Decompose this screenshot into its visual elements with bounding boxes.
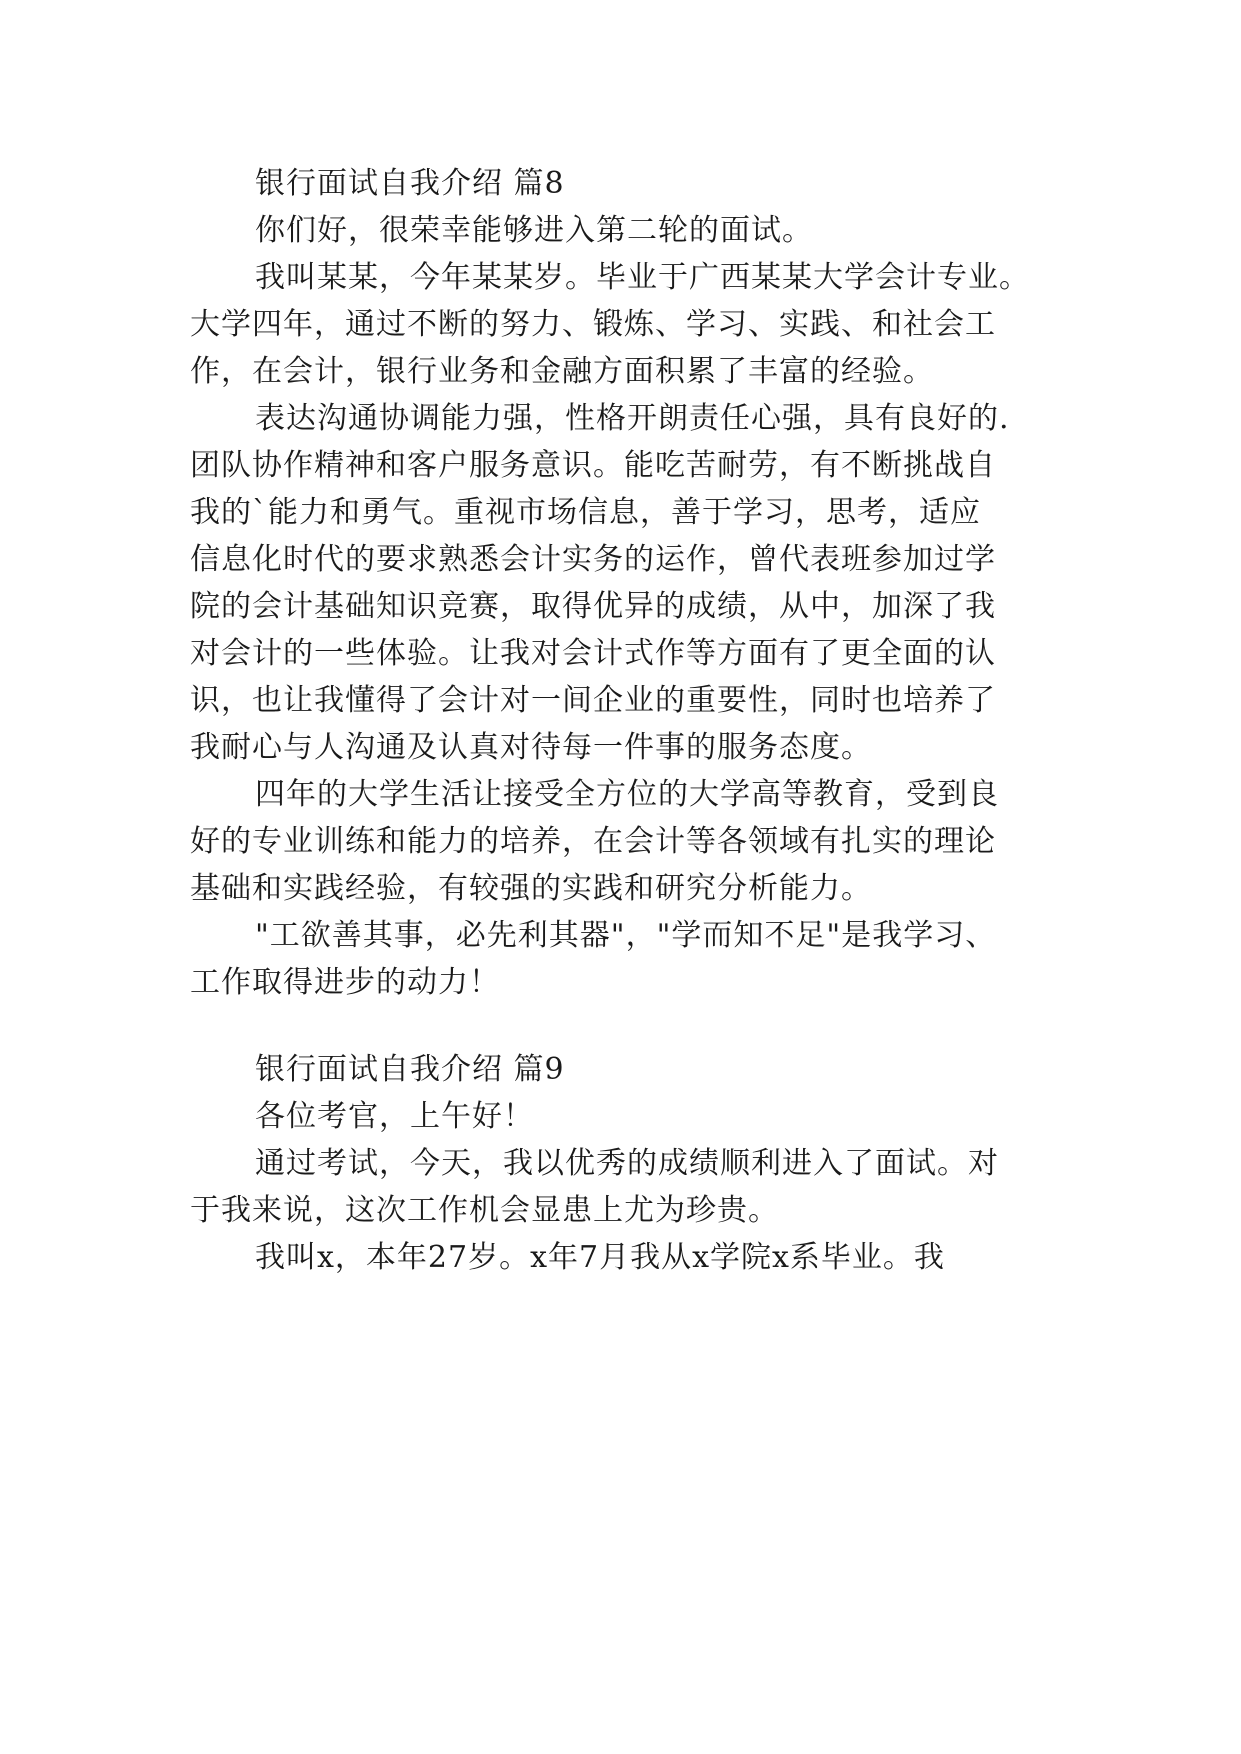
paragraph-line: 表达沟通协调能力强，性格开朗责任心强，具有良好的. xyxy=(255,401,1010,436)
paragraph-line: 信息化时代的要求熟悉会计实务的运作，曾代表班参加过学 xyxy=(190,542,996,577)
section-spacer xyxy=(190,1006,1070,1046)
paragraph-line: 团队协作精神和客户服务意识。能吃苦耐劳，有不断挑战自 xyxy=(190,448,996,483)
paragraph-line: 院的会计基础知识竞赛，取得优异的成绩，从中，加深了我 xyxy=(190,589,996,624)
paragraph-line: 工作取得进步的动力！ xyxy=(190,965,500,1000)
document-page xyxy=(190,160,1070,1281)
section-heading: 银行面试自我介绍 篇8 xyxy=(255,166,565,201)
paragraph-line: 你们好，很荣幸能够进入第二轮的面试。 xyxy=(255,213,813,248)
paragraph-line: 大学四年，通过不断的努力、锻炼、学习、实践、和社会工 xyxy=(190,307,996,342)
paragraph-line: 对会计的一些体验。让我对会计式作等方面有了更全面的认 xyxy=(190,636,996,671)
paragraph-line: 作，在会计，银行业务和金融方面积累了丰富的经验。 xyxy=(190,354,934,389)
paragraph-line: 于我来说，这次工作机会显患上尤为珍贵。 xyxy=(190,1193,779,1228)
paragraph-line: 好的专业训练和能力的培养，在会计等各领域有扎实的理论 xyxy=(190,824,996,859)
paragraph-line: 四年的大学生活让接受全方位的大学高等教育，受到良 xyxy=(255,777,999,812)
paragraph-line: 各位考官，上午好！ xyxy=(255,1099,534,1134)
paragraph-line: 基础和实践经验，有较强的实践和研究分析能力。 xyxy=(190,871,872,906)
paragraph-line: "工欲善其事，必先利其器"，"学而知不足"是我学习、 xyxy=(255,918,997,953)
paragraph-line: 识，也让我懂得了会计对一间企业的重要性，同时也培养了 xyxy=(190,683,996,718)
paragraph-line: 我的`能力和勇气。重视市场信息，善于学习，思考，适应 xyxy=(190,495,981,530)
section-heading: 银行面试自我介绍 篇9 xyxy=(255,1052,565,1087)
paragraph-line: 我耐心与人沟通及认真对待每一件事的服务态度。 xyxy=(190,730,872,765)
paragraph-line: 通过考试，今天，我以优秀的成绩顺利进入了面试。对 xyxy=(255,1146,999,1181)
paragraph-line: 我叫x，本年27岁。x年7月我从x学院x系毕业。我 xyxy=(255,1240,945,1275)
paragraph-line: 我叫某某，今年某某岁。毕业于广西某某大学会计专业。 xyxy=(255,260,1030,295)
